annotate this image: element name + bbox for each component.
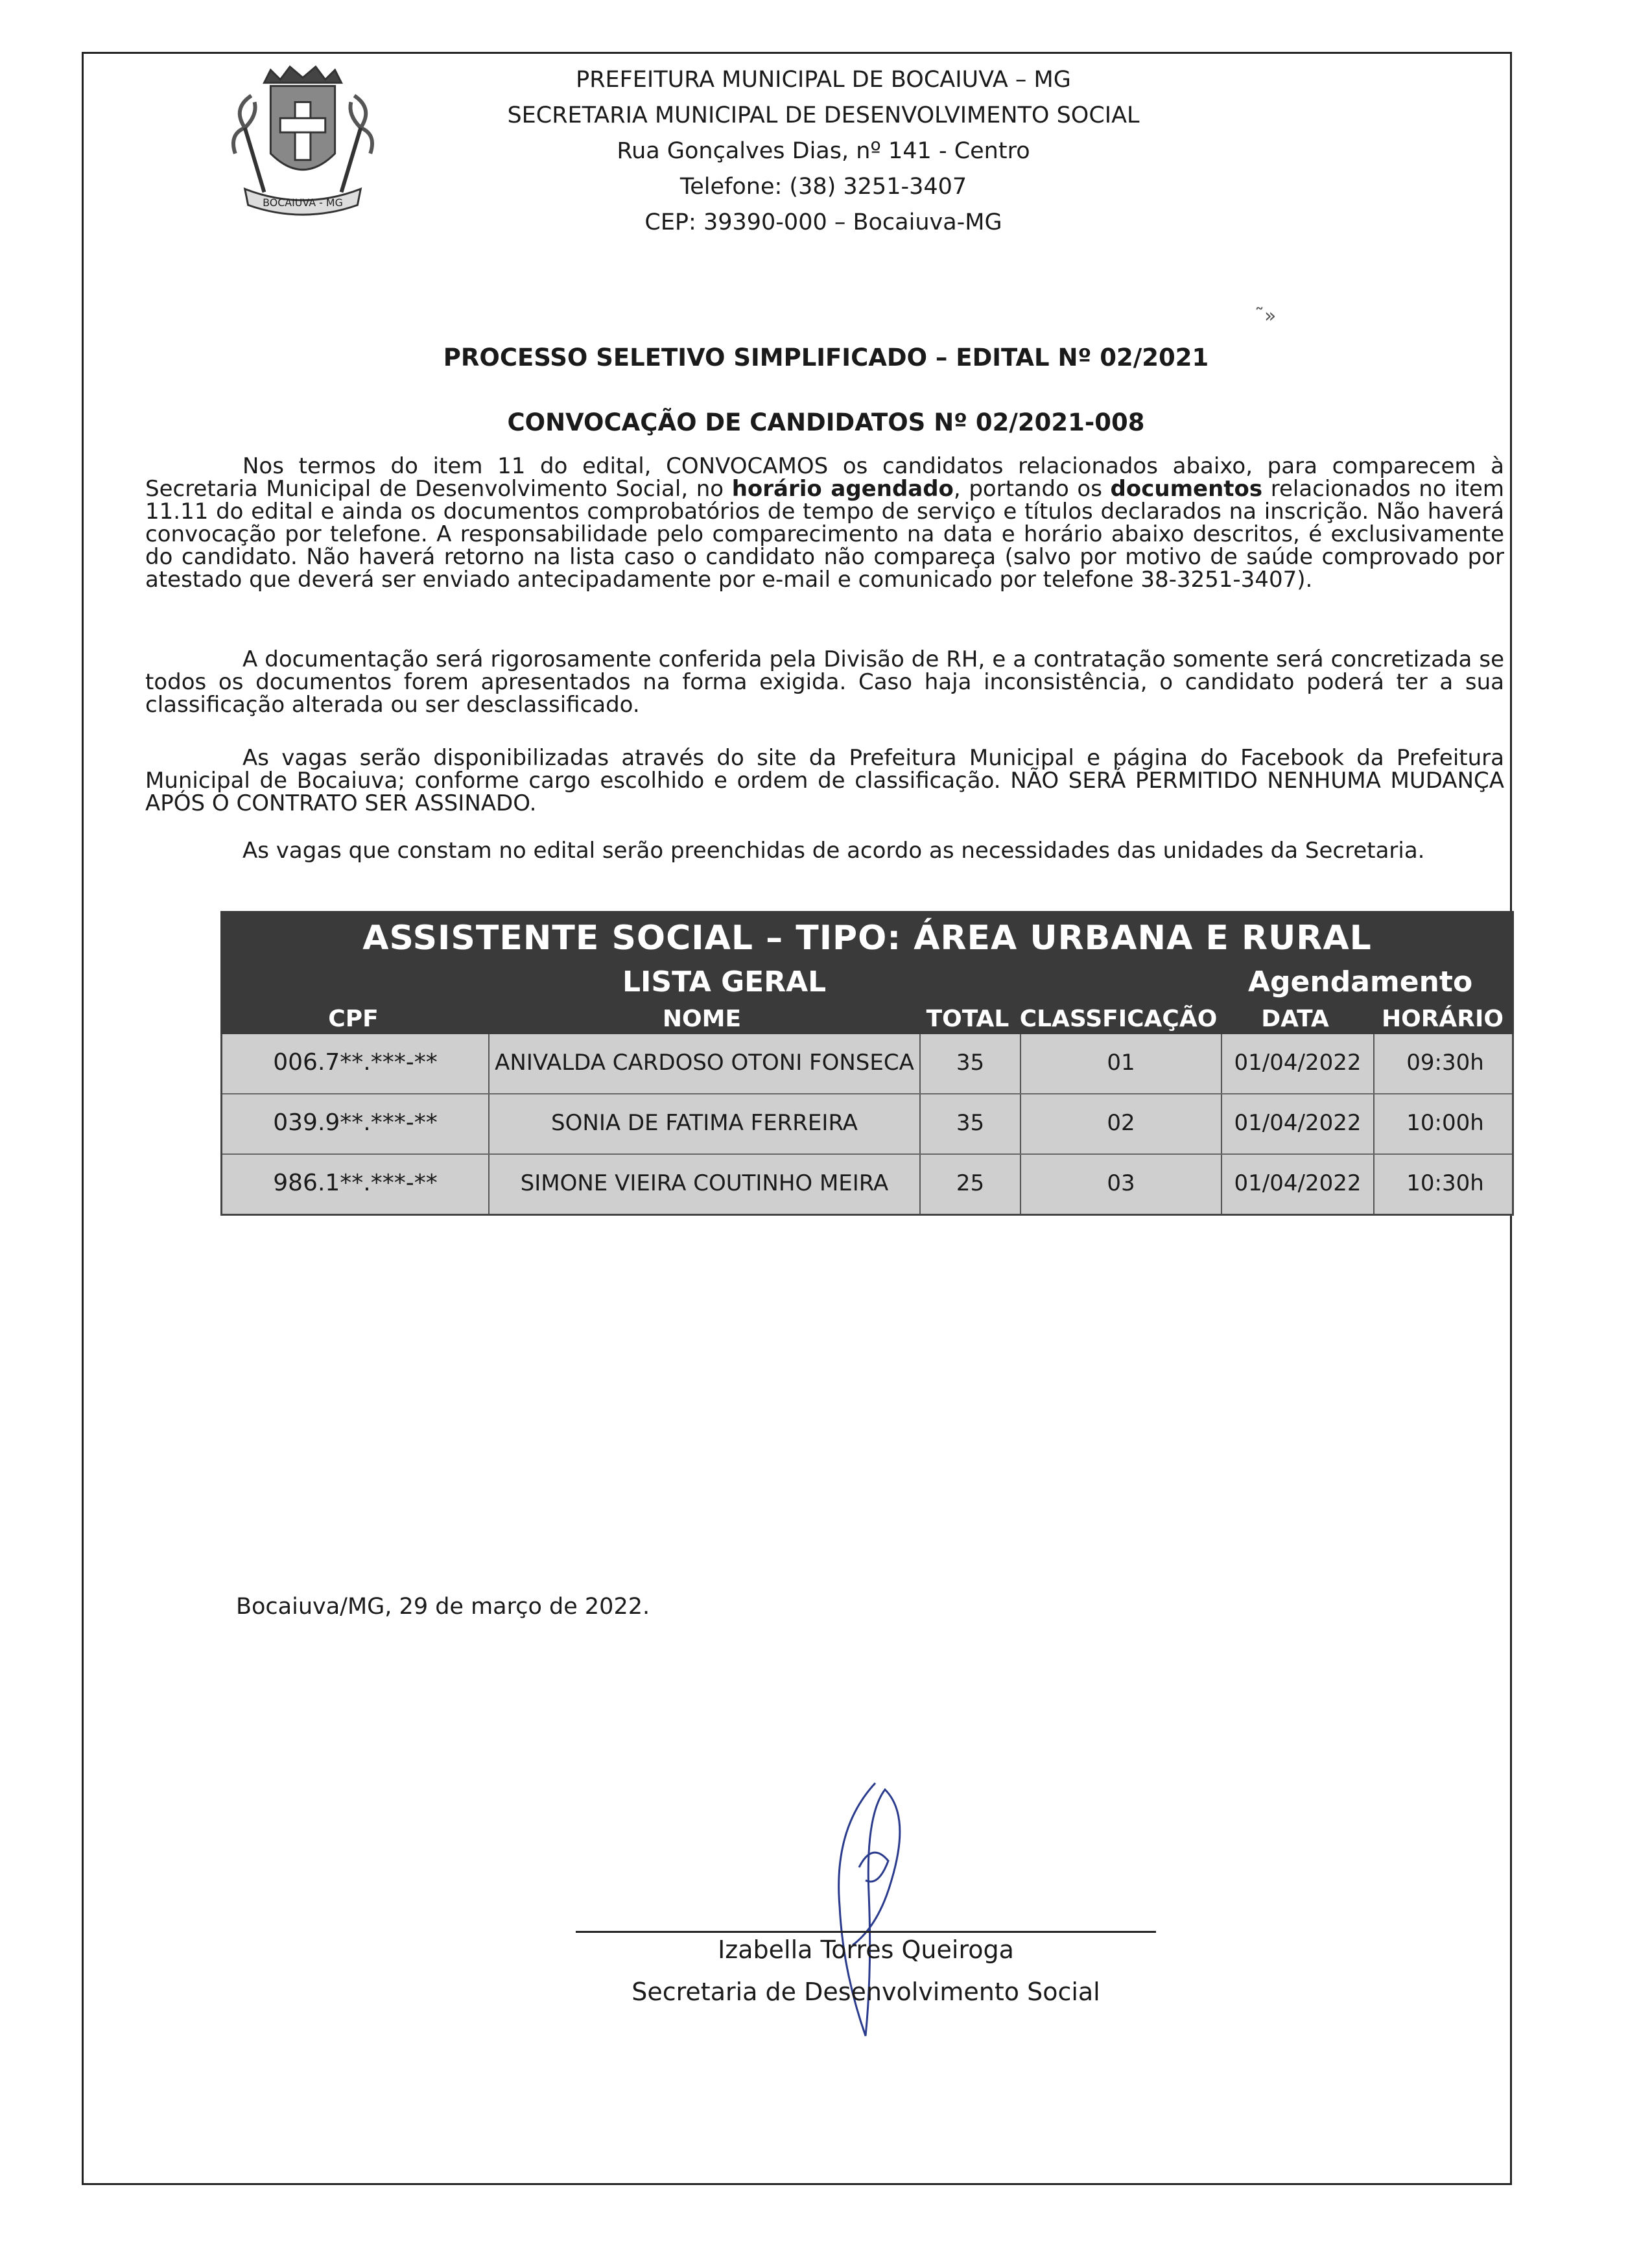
signature-line	[576, 1931, 1156, 1933]
cell-cpf: 986.1**.***-**	[273, 1170, 438, 1196]
column-header-date: DATA	[1261, 1006, 1329, 1032]
cell-date: 01/04/2022	[1221, 1034, 1373, 1093]
cell-cpf: 039.9**.***-**	[273, 1109, 438, 1136]
bold-documents: documentos	[1110, 476, 1263, 502]
coat-of-arms-icon	[219, 57, 386, 224]
cell-classification: 02	[1020, 1094, 1221, 1153]
paragraph-needs: As vagas que constam no edital serão preenchidas de acordo as necessidades das unidades da Secretaria.	[242, 838, 1425, 864]
column-header-classification: CLASSFICAÇÃO	[1019, 1006, 1218, 1032]
process-title: PROCESSO SELETIVO SIMPLIFICADO – EDITAL Nº 02/2021	[443, 344, 1209, 372]
table-body	[220, 1034, 1514, 1216]
cell-name: ANIVALDA CARDOSO OTONI FONSECA	[488, 1034, 919, 1093]
cell-classification: 01	[1020, 1034, 1221, 1093]
cell-name: SIMONE VIEIRA COUTINHO MEIRA	[488, 1155, 919, 1214]
letterhead	[441, 62, 1206, 241]
crest-banner-text: BOCAIUVA - MG	[263, 196, 343, 209]
paragraph-convocation	[145, 455, 1504, 591]
group-label-general-list: LISTA GERAL	[622, 965, 827, 999]
paragraph-text: , portando os	[953, 476, 1111, 502]
signer-name: Izabella Torres Queiroga	[718, 1935, 1014, 1964]
column-header-total: TOTAL	[926, 1006, 1009, 1032]
cell-total: 35	[919, 1094, 1020, 1153]
table-row	[222, 1093, 1512, 1153]
letterhead-line: CEP: 39390-000 – Bocaiuva-MG	[644, 209, 1002, 235]
convocation-title: CONVOCAÇÃO DE CANDIDATOS Nº 02/2021-008	[507, 408, 1145, 436]
cell-total: 25	[919, 1155, 1020, 1214]
cell-time: 09:30h	[1373, 1034, 1516, 1093]
scan-mark: ˜»	[1255, 305, 1277, 327]
paragraph-text: relacionados no item 11.11 do edital e ainda os documentos comprobatórios de tempo de serviço e títulos declarados na inscrição. Não haverá convocação por telefone. A responsabilidade pelo comparecimento na data e horário abaixo descritos, é exclusivamente do candidato. Não haverá retorno na lista caso o candidato não compareça (salvo por motivo de saúde comprovado por atestado que deverá ser enviado antecipadamente por e-mail e comunicado por telefone 38-3251-3407).	[145, 476, 1504, 593]
paragraph-text: Nos termos do item 11 do edital, CONVOCAMOS os candidatos relacionados abaixo, para comparecem à Secretaria Municipal de Desenvolvimento Social, no	[145, 453, 1504, 502]
column-header-name: NOME	[662, 1006, 742, 1032]
paragraph-documentation: A documentação será rigorosamente conferida pela Divisão de RH, e a contratação somente será concretizada se todos os documentos forem apresentados na forma exigida. Caso haja inconsistência, o candidato poderá ter a sua classificação alterada ou ser desclassificado.	[145, 646, 1504, 718]
cell-classification: 03	[1020, 1155, 1221, 1214]
table-row	[222, 1034, 1512, 1093]
cell-date: 01/04/2022	[1221, 1094, 1373, 1153]
signature-icon	[814, 1777, 917, 2049]
table-column-headers	[220, 1002, 1514, 1034]
signer-role: Secretaria de Desenvolvimento Social	[631, 1978, 1100, 2006]
cell-name: SONIA DE FATIMA FERREIRA	[488, 1094, 919, 1153]
table-title: ASSISTENTE SOCIAL – TIPO: ÁREA URBANA E RURAL	[362, 919, 1372, 958]
cell-cpf: 006.7**.***-**	[273, 1049, 438, 1076]
cell-total: 35	[919, 1034, 1020, 1093]
letterhead-line: Rua Gonçalves Dias, nº 141 - Centro	[617, 138, 1030, 164]
column-header-time: HORÁRIO	[1381, 1006, 1504, 1032]
bold-scheduled-time: horário agendado	[731, 476, 954, 502]
paragraph-vacancies: As vagas serão disponibilizadas através do site da Prefeitura Municipal e página do Facebook da Prefeitura Municipal de Bocaiuva; conforme cargo escolhido e ordem de classificação. NÃO SERÁ PERMITIDO NENHUMA MUDANÇA APÓS O CONTRATO SER ASSINADO.	[145, 745, 1504, 816]
cell-date: 01/04/2022	[1221, 1155, 1373, 1214]
table-group-row	[220, 963, 1514, 1002]
letterhead-line: SECRETARIA MUNICIPAL DE DESENVOLVIMENTO SOCIAL	[507, 102, 1140, 128]
letterhead-line: PREFEITURA MUNICIPAL DE BOCAIUVA – MG	[576, 67, 1071, 93]
letterhead-line: Telefone: (38) 3251-3407	[679, 174, 967, 200]
cell-time: 10:30h	[1373, 1155, 1516, 1214]
candidates-table	[220, 911, 1514, 1216]
place-and-date: Bocaiuva/MG, 29 de março de 2022.	[236, 1594, 650, 1620]
column-header-cpf: CPF	[328, 1006, 379, 1032]
table-row	[222, 1153, 1512, 1214]
group-label-schedule: Agendamento	[1248, 965, 1473, 999]
table-header-band	[220, 911, 1514, 1034]
cell-time: 10:00h	[1373, 1094, 1516, 1153]
